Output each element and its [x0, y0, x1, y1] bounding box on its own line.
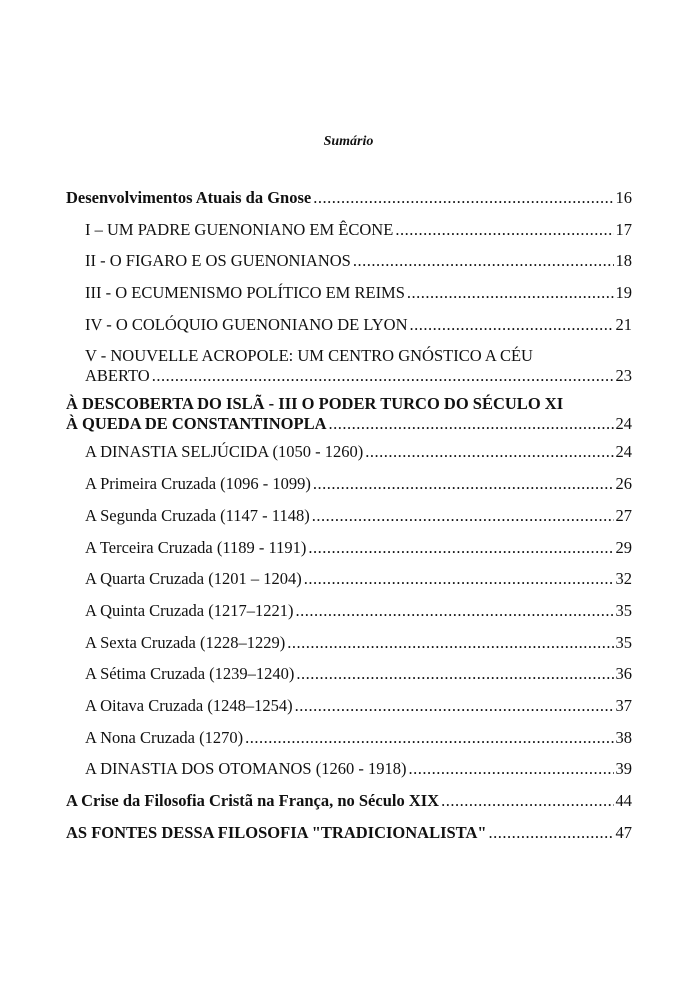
leader-dots	[407, 283, 614, 303]
toc-entry-text: Desenvolvimentos Atuais da Gnose	[66, 188, 312, 207]
toc-entry-text: III - O ECUMENISMO POLÍTICO EM REIMS	[85, 283, 405, 303]
toc-entry-text: A Sétima Cruzada (1239–1240)	[85, 664, 295, 684]
leader-dots	[329, 414, 614, 434]
leader-dots	[312, 506, 614, 526]
toc-entry-page: 29	[615, 537, 632, 557]
toc-entry[interactable]	[66, 728, 632, 748]
leader-dots	[152, 366, 614, 386]
leader-dots	[313, 474, 614, 494]
toc-entry[interactable]	[66, 633, 632, 653]
toc-entry-text: A Quinta Cruzada (1217–1221)	[85, 600, 294, 620]
toc-entry-text: A Primeira Cruzada (1096 - 1099)	[85, 474, 311, 494]
toc-entry-text: I – UM PADRE GUENONIANO EM ÊCONE	[85, 219, 394, 239]
leader-dots	[304, 569, 614, 589]
toc-entry-page: 18	[615, 251, 632, 271]
toc-entry[interactable]	[66, 220, 632, 240]
toc-entry[interactable]	[66, 538, 632, 558]
toc-entry-text: II - O FIGARO E OS GUENONIANOS	[85, 251, 351, 271]
toc-entry-page: 16	[615, 188, 632, 207]
toc-entry-text: A DINASTIA DOS OTOMANOS (1260 - 1918)	[85, 759, 407, 779]
toc-entry-text: A Nona Cruzada (1270)	[85, 727, 244, 747]
toc-entry[interactable]	[66, 791, 632, 811]
toc-entry-page: 37	[615, 695, 632, 715]
toc-entry-text: À QUEDA DE CONSTANTINOPLA	[66, 414, 327, 434]
table-of-contents	[66, 188, 632, 854]
toc-entry-text: A Sexta Cruzada (1228–1229)	[85, 632, 286, 652]
toc-entry[interactable]	[66, 315, 632, 335]
toc-entry-page: 27	[615, 505, 632, 525]
toc-entry-page: 44	[615, 791, 632, 810]
toc-title: Sumário	[323, 134, 374, 149]
toc-entry-page: 23	[615, 366, 632, 386]
toc-entry-first-line: V - NOUVELLE ACROPOLE: UM CENTRO GNÓSTICO A CÉU	[85, 346, 533, 366]
toc-entry[interactable]	[66, 664, 632, 684]
leader-dots	[365, 442, 613, 462]
toc-entry[interactable]	[66, 251, 632, 271]
toc-entry-text: A Terceira Cruzada (1189 - 1191)	[85, 537, 307, 557]
toc-entry-text: AS FONTES DESSA FILOSOFIA "TRADICIONALISTA"	[66, 822, 487, 842]
toc-entry-page: 35	[615, 632, 632, 652]
leader-dots	[408, 759, 613, 779]
toc-entry[interactable]	[66, 394, 632, 434]
toc-entry-page: 35	[615, 600, 632, 620]
toc-entry[interactable]	[66, 601, 632, 621]
toc-entry-page: 32	[615, 569, 632, 589]
leader-dots	[395, 220, 613, 240]
toc-entry-page: 36	[615, 664, 632, 684]
toc-entry-page: 17	[615, 219, 632, 239]
toc-entry-page: 26	[615, 474, 632, 494]
toc-entry-text: ABERTO	[85, 366, 150, 386]
toc-entry-text: A Segunda Cruzada (1147 - 1148)	[85, 505, 310, 525]
leader-dots	[410, 315, 614, 335]
toc-entry-page: 24	[615, 442, 632, 462]
leader-dots	[245, 728, 613, 748]
toc-entry-page: 24	[615, 414, 632, 434]
leader-dots	[489, 823, 614, 843]
toc-entry-page: 21	[615, 314, 632, 334]
toc-entry-text: A Oitava Cruzada (1248–1254)	[85, 695, 293, 715]
toc-entry[interactable]	[66, 474, 632, 494]
toc-entry-text: A DINASTIA SELJÚCIDA (1050 - 1260)	[85, 442, 364, 462]
leader-dots	[313, 188, 613, 208]
toc-entry[interactable]	[66, 506, 632, 526]
toc-entry[interactable]	[66, 283, 632, 303]
toc-entry-page: 39	[615, 759, 632, 779]
toc-entry[interactable]	[66, 569, 632, 589]
leader-dots	[295, 696, 614, 716]
toc-entry-text: A Quarta Cruzada (1201 – 1204)	[85, 569, 302, 589]
leader-dots	[441, 791, 613, 811]
toc-entry[interactable]	[66, 188, 632, 208]
toc-entry[interactable]	[66, 759, 632, 779]
toc-entry[interactable]	[66, 696, 632, 716]
leader-dots	[296, 601, 614, 621]
toc-entry[interactable]	[66, 442, 632, 462]
toc-entry-page: 38	[615, 727, 632, 747]
toc-entry-text: IV - O COLÓQUIO GUENONIANO DE LYON	[85, 314, 408, 334]
toc-entry-text: A Crise da Filosofia Cristã na França, no Século XIX	[66, 791, 440, 810]
toc-entry-first-line: À DESCOBERTA DO ISLÃ - III O PODER TURCO DO SÉCULO XI	[66, 394, 564, 414]
leader-dots	[296, 664, 613, 684]
leader-dots	[287, 633, 613, 653]
toc-entry-page: 19	[615, 283, 632, 303]
leader-dots	[353, 251, 614, 271]
toc-entry[interactable]	[66, 346, 632, 386]
leader-dots	[308, 538, 613, 558]
toc-entry[interactable]	[66, 823, 632, 843]
toc-entry-page: 47	[615, 822, 632, 842]
